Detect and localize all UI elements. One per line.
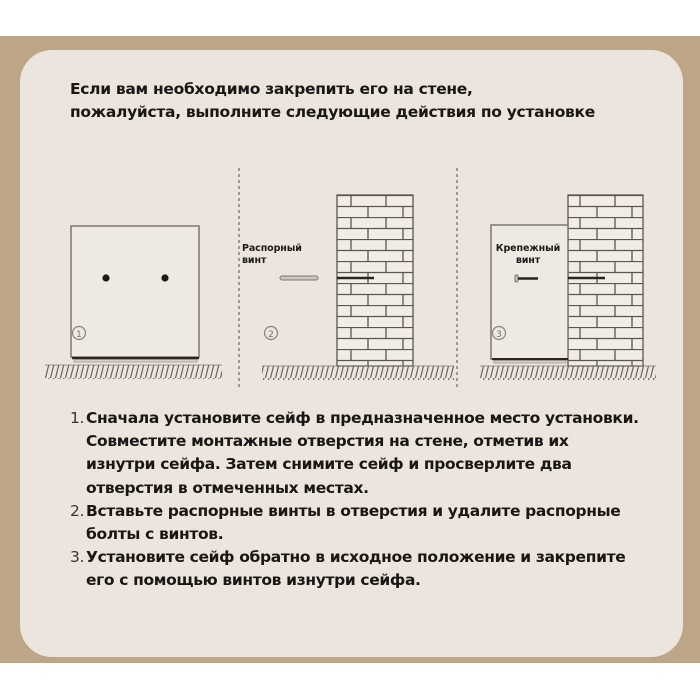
expansion-screw-label-line-2: винт <box>242 255 267 266</box>
svg-text:2: 2 <box>268 330 274 340</box>
panel-2-wall-anchor-icon <box>262 195 454 380</box>
step-line: изнутри сейфа. Затем снимите сейф и просверлите два <box>86 455 572 474</box>
step-text <box>86 407 670 500</box>
mounting-screw-label-line-1: Крепежный <box>495 243 561 254</box>
installation-steps <box>70 407 670 593</box>
step-number: 2. <box>70 501 85 520</box>
step-3 <box>70 546 670 592</box>
mounting-screw-label <box>495 243 561 267</box>
headline-line-2: пожалуйста, выполните следующие действия по установке <box>70 103 595 121</box>
svg-text:1: 1 <box>76 330 82 340</box>
step-line: Вставьте распорные винты в отверстия и удалите распорные <box>86 501 621 520</box>
expansion-screw-label <box>242 243 302 267</box>
step-line: болты с винтов. <box>86 525 224 544</box>
step-line: Совместите монтажные отверстия на стене, отметив их <box>86 432 569 451</box>
mounting-screw-label-line-2: винт <box>515 255 541 266</box>
svg-text:3: 3 <box>496 330 502 340</box>
step-2 <box>70 500 670 546</box>
step-line: Сначала установите сейф в предназначенное место установки. <box>86 409 639 427</box>
step-line: Установите сейф обратно в исходное положение и закрепите <box>86 548 626 567</box>
step-line: отверстия в отмеченных местах. <box>86 478 369 497</box>
headline-line-1: Если вам необходимо закрепить его на стене, <box>70 80 473 98</box>
step-number: 1. <box>70 409 85 427</box>
panel-1-safe-icon <box>45 226 222 379</box>
step-text <box>86 500 670 546</box>
step-text <box>86 546 670 592</box>
step-number: 3. <box>70 548 85 567</box>
panel-3-mounted-safe-icon <box>480 195 656 380</box>
expansion-screw-label-line-1: Распорный <box>242 243 302 254</box>
step-line: его с помощью винтов изнутри сейфа. <box>86 571 421 590</box>
step-1 <box>70 407 670 500</box>
